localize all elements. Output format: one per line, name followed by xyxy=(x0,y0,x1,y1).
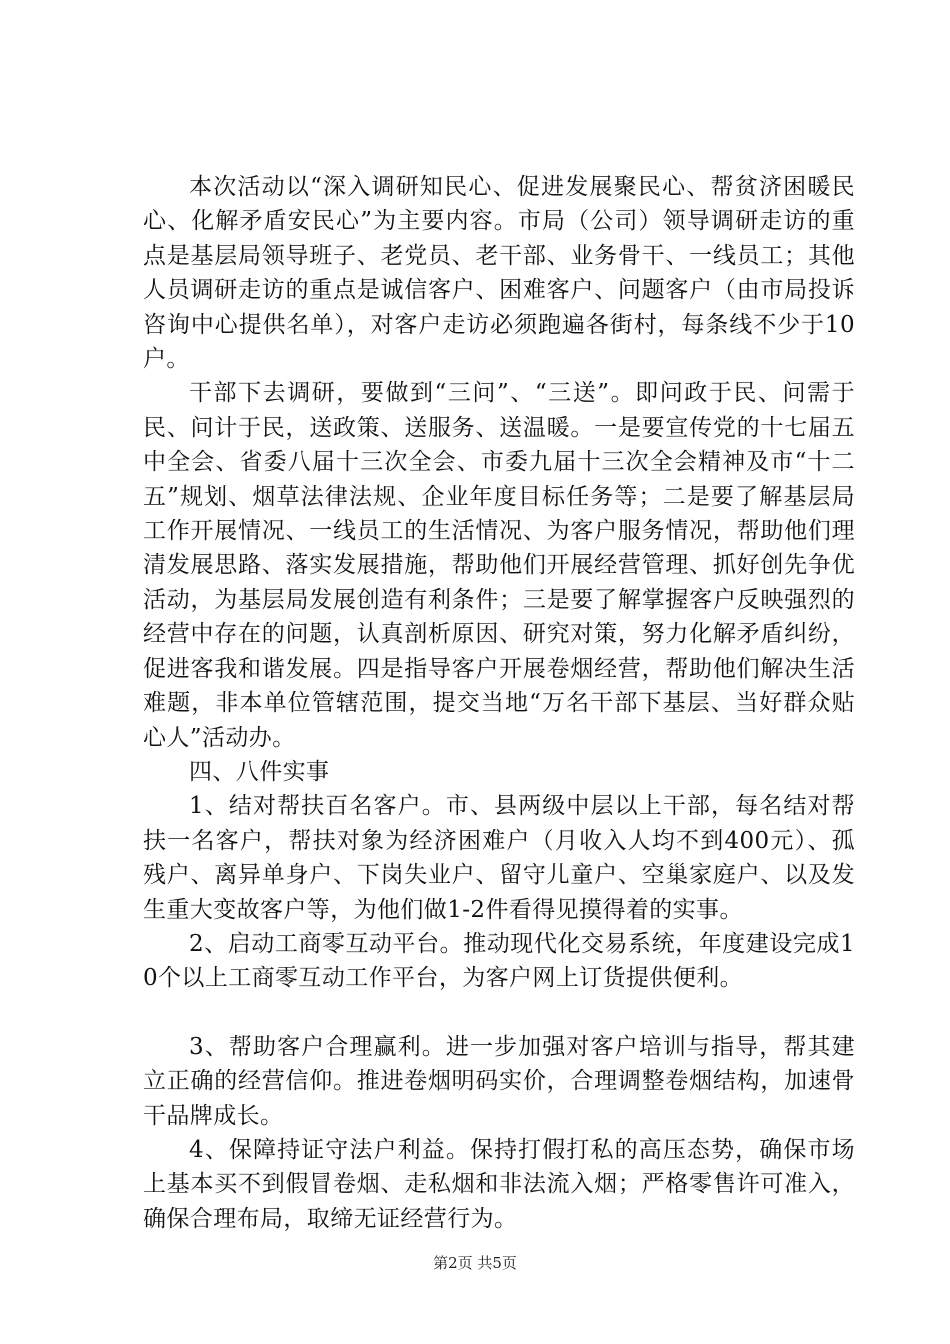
page-number-footer: 第2页 共5页 xyxy=(433,1254,517,1272)
paragraph-task-2: 2、启动工商零互动平台。推动现代化交易系统，年度建设完成10个以上工商零互动工作平台，为客户网上订货提供便利。 xyxy=(143,930,855,992)
paragraph-cadre-research: 干部下去调研，要做到“三问”、“三送”。即问政于民、问需于民、问计于民，送政策、送服务、送温暖。一是要宣传党的十七届五中全会、省委八届十三次全会、市委九届十三次全会精神及市“十二五”规划、烟草法律法规、企业年度目标任务等；二是要了解基层局工作开展情况、一线员工的生活情况、为客户服务情况，帮助他们理清发展思路、落实发展措施，帮助他们开展经营管理、抓好创先争优活动，为基层局发展创造有利条件；三是要了解掌握客户反映强烈的经营中存在的问题，认真剖析原因、研究对策，努力化解矛盾纠纷，促进客我和谐发展。四是指导客户开展卷烟经营，帮助他们解决生活难题，非本单位管辖范围，提交当地“万名干部下基层、当好群众贴心人”活动办。 xyxy=(143,380,855,751)
document-body xyxy=(143,170,855,1236)
paragraph-task-4: 4、保障持证守法户利益。保持打假打私的高压态势，确保市场上基本买不到假冒卷烟、走私烟和非法流入烟；严格零售许可准入，确保合理布局，取缔无证经营行为。 xyxy=(143,1136,855,1232)
paragraph-activity-content: 本次活动以“深入调研知民心、促进发展聚民心、帮贫济困暖民心、化解矛盾安民心”为主要内容。市局（公司）领导调研走访的重点是基层局领导班子、老党员、老干部、业务骨干、一线员工；其他人员调研走访的重点是诚信客户、困难客户、问题客户（由市局投诉咨询中心提供名单），对客户走访必须跑遍各街村，每条线不少于10户。 xyxy=(143,174,855,373)
paragraph-task-3: 3、帮助客户合理赢利。进一步加强对客户培训与指导，帮其建立正确的经营信仰。推进卷烟明码实价，合理调整卷烟结构，加速骨干品牌成长。 xyxy=(143,1033,855,1129)
paragraph-task-1: 1、结对帮扶百名客户。市、县两级中层以上干部，每名结对帮扶一名客户，帮扶对象为经济困难户（月收入人均不到400元）、孤残户、离异单身户、下岗失业户、留守儿童户、空巢家庭户、以及发生重大变故客户等，为他们做1-2件看得见摸得着的实事。 xyxy=(143,793,855,923)
section-heading-eight-tasks: 四、八件实事 xyxy=(189,758,330,785)
